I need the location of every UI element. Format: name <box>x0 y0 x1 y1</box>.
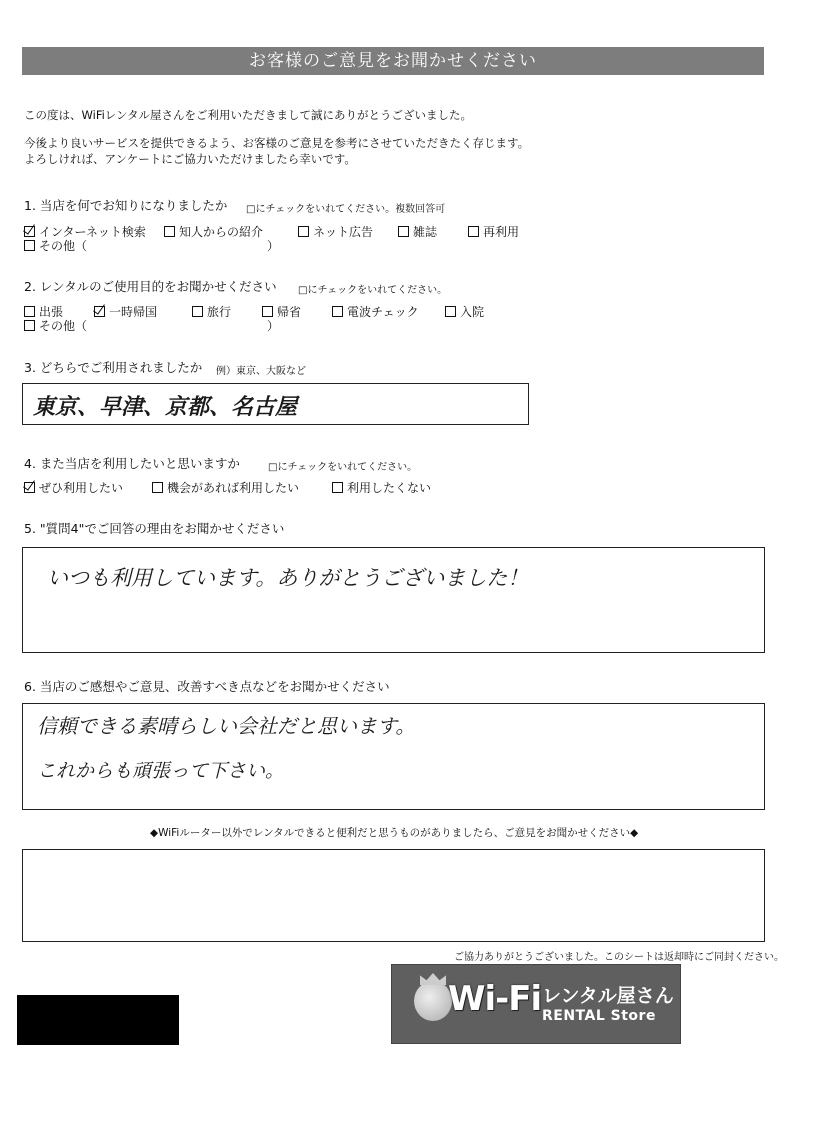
q2-option-signal-check[interactable]: 電波チェック <box>332 303 419 320</box>
q4-option-definitely[interactable]: ぜひ利用したい <box>24 479 123 496</box>
intro-line-1: この度は、WiFiレンタル屋さんをご利用いただきまして誠にありがとうございました。 <box>24 108 473 122</box>
q1-option-reuse[interactable]: 再利用 <box>468 223 519 240</box>
q4-option-if-chance[interactable]: 機会があれば利用したい <box>152 479 299 496</box>
question-3-note: 例）東京、大阪など <box>216 366 306 377</box>
q3-handwritten-answer: 東京、早津、京都、名古屋 <box>33 394 298 420</box>
checkbox-checked[interactable] <box>94 306 105 317</box>
question-1-note: □にチェックをいれてください。複数回答可 <box>246 204 446 215</box>
mascot-icon <box>414 981 452 1021</box>
checkbox[interactable] <box>398 226 409 237</box>
intro-line-3: よろしければ、アンケートにご協力いただけましたら幸いです。 <box>24 152 356 166</box>
checkbox[interactable] <box>24 320 35 331</box>
checkbox[interactable] <box>468 226 479 237</box>
form-title: お客様のご意見をお聞かせください <box>22 47 764 75</box>
question-4-label: 4. また当店を利用したいと思いますか <box>24 456 240 471</box>
question-2-label: 2. レンタルのご使用目的をお聞かせください <box>24 279 277 294</box>
checkbox[interactable] <box>298 226 309 237</box>
q2-option-other[interactable]: その他（ ） <box>24 317 279 334</box>
logo-english-text: RENTAL Store <box>542 1008 656 1024</box>
q6-handwritten-line-1: 信頼できる素晴らしい会社だと思います。 <box>37 714 416 738</box>
q2-option-temporary-return[interactable]: 一時帰国 <box>94 303 157 320</box>
question-4-note: □にチェックをいれてください。 <box>268 462 418 473</box>
q1-option-net-ad[interactable]: ネット広告 <box>298 223 373 240</box>
footer-note: ご協力ありがとうございました。このシートは返却時にご同封ください。 <box>454 952 784 963</box>
question-5-label: 5. "質問4"でご回答の理由をお聞かせください <box>24 521 285 536</box>
crown-icon <box>420 973 446 985</box>
q3-answer-box[interactable] <box>22 383 529 425</box>
checkbox[interactable] <box>445 306 456 317</box>
q4-option-no[interactable]: 利用したくない <box>332 479 431 496</box>
q1-option-magazine[interactable]: 雑誌 <box>398 223 437 240</box>
q2-option-travel[interactable]: 旅行 <box>192 303 231 320</box>
question-3-label: 3. どちらでご利用されましたか <box>24 360 203 375</box>
q2-option-hospital[interactable]: 入院 <box>445 303 484 320</box>
q5-answer-box[interactable] <box>22 547 765 653</box>
q1-option-other[interactable]: その他（ ） <box>24 237 279 254</box>
question-7-label: ◆WiFiルーター以外でレンタルできると便利だと思うものがありましたら、ご意見をお聞かせください◆ <box>150 827 639 839</box>
q1-option-internet-search[interactable]: インターネット検索 <box>24 223 146 240</box>
q2-option-business-trip[interactable]: 出張 <box>24 303 63 320</box>
checkbox[interactable] <box>24 240 35 251</box>
logo-wifi-text: Wi-Fi <box>448 979 542 1019</box>
q2-option-homecoming[interactable]: 帰省 <box>262 303 301 320</box>
q7-answer-box[interactable] <box>22 849 765 942</box>
company-logo <box>391 964 681 1044</box>
question-6-label: 6. 当店のご感想やご意見、改善すべき点などをお聞かせください <box>24 679 390 694</box>
checkbox[interactable] <box>192 306 203 317</box>
checkbox[interactable] <box>332 482 343 493</box>
q6-answer-box[interactable] <box>22 703 765 810</box>
checkbox-checked[interactable] <box>24 482 35 493</box>
redaction-block <box>17 995 179 1045</box>
question-2-note: □にチェックをいれてください。 <box>298 285 448 296</box>
checkbox[interactable] <box>152 482 163 493</box>
q5-handwritten-answer: いつも利用しています。ありがとうございました！ <box>47 566 529 590</box>
intro-line-2: 今後より良いサービスを提供できるよう、お客様のご意見を参考にさせていただきたく存じます。 <box>24 136 530 150</box>
question-1-label: 1. 当店を何でお知りになりましたか <box>24 198 228 213</box>
checkbox[interactable] <box>262 306 273 317</box>
checkbox[interactable] <box>164 226 175 237</box>
q6-handwritten-line-2: これからも頑張って下さい。 <box>37 760 285 782</box>
q1-option-referral[interactable]: 知人からの紹介 <box>164 223 263 240</box>
logo-japanese-text: レンタル屋さん <box>542 985 674 1007</box>
checkbox-checked[interactable] <box>24 226 35 237</box>
checkbox[interactable] <box>332 306 343 317</box>
checkbox[interactable] <box>24 306 35 317</box>
